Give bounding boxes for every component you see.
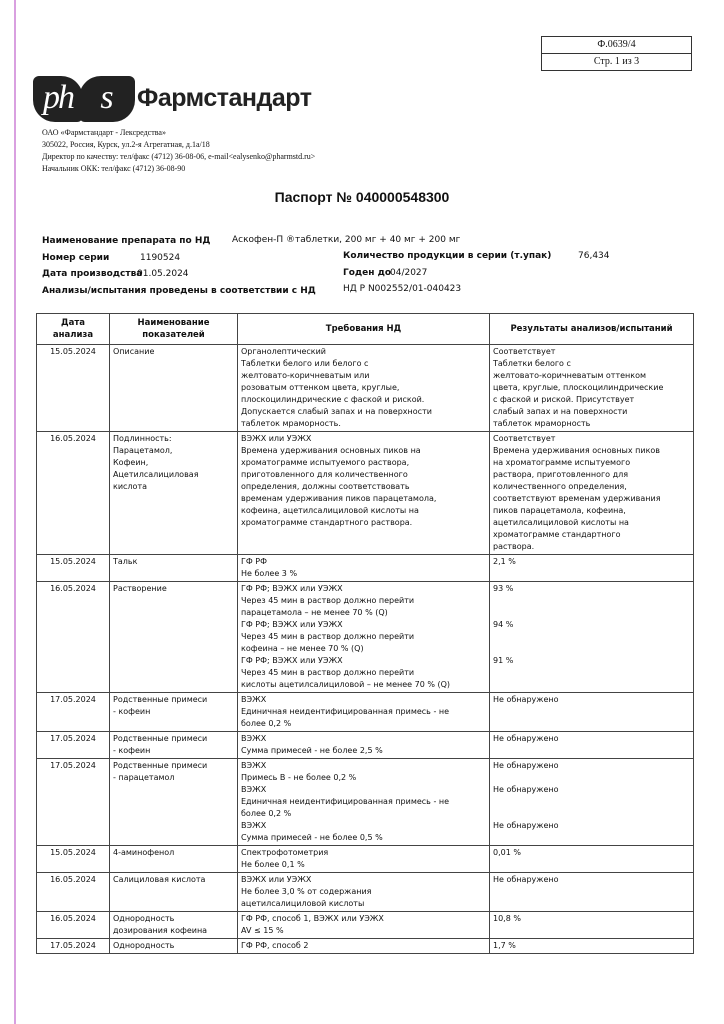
expiry-value: 04/2027 — [390, 268, 428, 278]
cell-indicator — [110, 912, 238, 939]
cell-requirement — [238, 759, 490, 846]
cell-indicator — [110, 873, 238, 912]
cell-indicator — [110, 732, 238, 759]
expiry-label: Годен до — [343, 268, 392, 278]
cell-requirement-line: кофеина – не менее 70 % (Q) — [241, 644, 364, 653]
cell-requirement-line: ВЭЖХ — [241, 695, 267, 704]
table-row — [37, 555, 694, 582]
cell-requirement-line: таблеток мраморность. — [241, 419, 341, 428]
cell-requirement-line: ВЭЖХ — [241, 821, 267, 830]
cell-requirement-line: приготовленного для количественного — [241, 470, 408, 479]
cell-date — [37, 759, 110, 846]
cell-result-line: 94 % — [493, 620, 514, 629]
table-row — [37, 912, 694, 939]
cell-date-text: 15.05.2024 — [50, 557, 96, 566]
cell-date-text: 17.05.2024 — [50, 695, 96, 704]
production-date-label: Дата производства — [42, 269, 143, 279]
analysis-table — [36, 313, 694, 954]
nd-value: НД Р N002552/01-040423 — [343, 284, 462, 294]
cell-requirement-line: желтовато-коричневатым или — [241, 371, 370, 380]
cell-requirement-line: Органолептический — [241, 347, 327, 356]
cell-requirement-line: кислоты ацетилсалициловой – не менее 70 % (Q) — [241, 680, 451, 689]
cell-result-line: Не обнаружено — [493, 761, 559, 770]
cell-requirement — [238, 912, 490, 939]
cell-result-line: 10,8 % — [493, 914, 521, 923]
cell-date — [37, 732, 110, 759]
cell-result-line: Времена удерживания основных пиков — [493, 446, 661, 455]
cell-requirement-line: временам удерживания пиков парацетамола, — [241, 494, 437, 503]
cell-requirement-line: розоватым оттенком цвета, круглые, — [241, 383, 400, 392]
table-row — [37, 693, 694, 732]
cell-result-line: соответствуют временам удерживания — [493, 494, 661, 503]
production-date-value: 01.05.2024 — [137, 269, 189, 279]
cell-result — [490, 345, 694, 432]
cell-indicator-line: Подлинность: — [113, 434, 172, 443]
cell-indicator-line: Родственные примеси — [113, 734, 208, 743]
logo-mark: ph — [33, 76, 83, 122]
cell-date — [37, 846, 110, 873]
cell-indicator — [110, 582, 238, 693]
cell-indicator-line: - кофеин — [113, 707, 151, 716]
product-name-label: Наименование препарата по НД — [42, 236, 211, 246]
cell-requirement — [238, 732, 490, 759]
cell-date-text: 17.05.2024 — [50, 734, 96, 743]
cell-result-line — [493, 631, 690, 643]
cell-indicator — [110, 693, 238, 732]
table-row — [37, 732, 694, 759]
cell-result-line: хроматограмме стандартного — [493, 530, 621, 539]
cell-requirement — [238, 939, 490, 954]
table-row — [37, 759, 694, 846]
cell-result — [490, 939, 694, 954]
cell-requirement-line: ВЭЖХ — [241, 785, 267, 794]
cell-requirement-line: Спектрофотометрия — [241, 848, 329, 857]
cell-result-line: пиков парацетамола, кофеина, — [493, 506, 626, 515]
cell-requirement-line: ВЭЖХ — [241, 734, 267, 743]
table-row — [37, 582, 694, 693]
product-name-value: Аскофен-П ®таблетки, 200 мг + 40 мг + 200 мг — [232, 235, 461, 245]
company-name: ОАО «Фармстандарт - Лексредства» — [42, 128, 166, 137]
cell-requirement — [238, 693, 490, 732]
form-code: Ф.0639/4 — [597, 39, 636, 50]
cell-requirement-line: хроматограмме стандартного раствора. — [241, 518, 413, 527]
cell-result — [490, 873, 694, 912]
series-value: 1190524 — [140, 253, 181, 263]
header-results: Результаты анализов/испытаний — [490, 314, 694, 345]
cell-result-line: Не обнаружено — [493, 875, 559, 884]
cell-result-line: на хроматограмме испытуемого — [493, 458, 631, 467]
cell-indicator-line: кислота — [113, 482, 147, 491]
cell-requirement-line: более 0,2 % — [241, 719, 292, 728]
cell-requirement-line: Таблетки белого или белого с — [241, 359, 369, 368]
cell-indicator-line: Описание — [113, 347, 155, 356]
logo-name: Фармстандарт — [137, 84, 312, 112]
cell-result-line: слабый запах и на поверхности — [493, 407, 628, 416]
cell-indicator-line: Кофеин, — [113, 458, 149, 467]
cell-requirement-line: ГФ РФ; ВЭЖХ или УЭЖХ — [241, 620, 343, 629]
cell-requirement-line: Сумма примесей - не более 0,5 % — [241, 833, 383, 842]
cell-requirement-line: Сумма примесей - не более 2,5 % — [241, 746, 383, 755]
company-address: 305022, Россия, Курск, ул.2-я Агрегатная, д.1а/18 — [42, 140, 210, 149]
cell-requirement-line: Не более 0,1 % — [241, 860, 305, 869]
cell-date — [37, 345, 110, 432]
cell-result-line — [493, 607, 690, 619]
cell-date — [37, 555, 110, 582]
cell-requirement-line: парацетамола – не менее 70 % (Q) — [241, 608, 388, 617]
cell-requirement-line: Через 45 мин в раствор должно перейти — [241, 668, 415, 677]
cell-result-line: количественного определения, — [493, 482, 627, 491]
quantity-value: 76,434 — [578, 251, 610, 261]
cell-indicator-line: Однородность — [113, 914, 175, 923]
cell-date-text: 17.05.2024 — [50, 761, 96, 770]
cell-result-line: раствора, приготовленного для — [493, 470, 629, 479]
cell-result-line: Соответствует — [493, 347, 556, 356]
cell-requirement-line: ГФ РФ — [241, 557, 268, 566]
cell-requirement-line: ГФ РФ; ВЭЖХ или УЭЖХ — [241, 656, 343, 665]
cell-indicator-line: Однородность — [113, 941, 175, 950]
quantity-label: Количество продукции в серии (т.упак) — [343, 251, 552, 261]
company-details — [42, 127, 315, 175]
table-row — [37, 432, 694, 555]
page-edge-line — [14, 0, 16, 1024]
cell-date — [37, 939, 110, 954]
cell-requirement — [238, 873, 490, 912]
cell-date-text: 17.05.2024 — [50, 941, 96, 950]
cell-requirement-line: ГФ РФ; ВЭЖХ или УЭЖХ — [241, 584, 343, 593]
cell-date — [37, 582, 110, 693]
cell-requirement-line: ГФ РФ, способ 2 — [241, 941, 309, 950]
cell-requirement — [238, 582, 490, 693]
cell-indicator-line: Родственные примеси — [113, 761, 208, 770]
page-number: Стр. 1 из 3 — [542, 53, 691, 70]
cell-requirement-line: Не более 3,0 % от содержания — [241, 887, 372, 896]
cell-requirement-line: Времена удерживания основных пиков на — [241, 446, 421, 455]
cell-indicator-line: Тальк — [113, 557, 138, 566]
cell-result — [490, 912, 694, 939]
cell-indicator — [110, 555, 238, 582]
cell-result-line: таблеток мраморность — [493, 419, 591, 428]
cell-requirement-line: ВЭЖХ или УЭЖХ — [241, 875, 312, 884]
cell-result — [490, 555, 694, 582]
table-row — [37, 873, 694, 912]
cell-requirement-line: Единичная неидентифицированная примесь - не — [241, 797, 450, 806]
cell-result-line: ацетилсалициловой кислоты на — [493, 518, 629, 527]
cell-requirement-line: AV ≤ 15 % — [241, 926, 284, 935]
cell-result-line: Не обнаружено — [493, 821, 559, 830]
logo-mark-s: s — [79, 76, 135, 122]
cell-requirement — [238, 846, 490, 873]
cell-result — [490, 759, 694, 846]
cell-result — [490, 582, 694, 693]
cell-requirement — [238, 345, 490, 432]
cell-requirement-line: Допускается слабый запах и на поверхности — [241, 407, 432, 416]
cell-requirement-line: ГФ РФ, способ 1, ВЭЖХ или УЭЖХ — [241, 914, 384, 923]
cell-requirement-line: ацетилсалициловой кислоты — [241, 899, 365, 908]
header-indicator: Наименование показателей — [110, 314, 238, 345]
table-header-row — [37, 314, 694, 345]
cell-indicator-line: Ацетилсалициловая — [113, 470, 199, 479]
cell-result-line: 2,1 % — [493, 557, 516, 566]
cell-date — [37, 693, 110, 732]
cell-requirement-line: Единичная неидентифицированная примесь - не — [241, 707, 450, 716]
cell-indicator-line: - парацетамол — [113, 773, 175, 782]
cell-result-line — [493, 808, 690, 820]
cell-result-line: 93 % — [493, 584, 514, 593]
cell-result-line — [493, 772, 690, 784]
cell-result-line — [493, 796, 690, 808]
okk-head-contact: Начальник ОКК: тел/факс (4712) 36-08-90 — [42, 164, 186, 173]
cell-date — [37, 912, 110, 939]
cell-requirement — [238, 555, 490, 582]
cell-indicator-line: дозирования кофеина — [113, 926, 208, 935]
cell-requirement-line: ВЭЖХ — [241, 761, 267, 770]
cell-result-line: 91 % — [493, 656, 514, 665]
cell-date-text: 16.05.2024 — [50, 914, 96, 923]
form-number-box — [541, 36, 692, 71]
cell-requirement — [238, 432, 490, 555]
nd-label: Анализы/испытания проведены в соответствии с НД — [42, 286, 316, 296]
cell-indicator-line: - кофеин — [113, 746, 151, 755]
cell-date — [37, 873, 110, 912]
cell-indicator-line: Парацетамол, — [113, 446, 173, 455]
cell-result — [490, 693, 694, 732]
cell-result — [490, 432, 694, 555]
cell-date-text: 15.05.2024 — [50, 848, 96, 857]
cell-requirement-line: кофеина, ацетилсалициловой кислоты на — [241, 506, 419, 515]
cell-indicator — [110, 939, 238, 954]
cell-result-line: Не обнаружено — [493, 785, 559, 794]
cell-requirement-line: Примесь В - не более 0,2 % — [241, 773, 357, 782]
cell-result-line: с фаской и риской. Присутствует — [493, 395, 635, 404]
cell-result-line: 0,01 % — [493, 848, 521, 857]
cell-indicator-line: Родственные примеси — [113, 695, 208, 704]
cell-result-line — [493, 595, 690, 607]
cell-result-line — [493, 643, 690, 655]
cell-indicator-line: Растворение — [113, 584, 167, 593]
cell-requirement-line: определения, должны соответствовать — [241, 482, 410, 491]
cell-indicator — [110, 759, 238, 846]
cell-date-text: 15.05.2024 — [50, 347, 96, 356]
header-requirements: Требования НД — [238, 314, 490, 345]
table-row — [37, 846, 694, 873]
cell-result-line: Таблетки белого с — [493, 359, 571, 368]
cell-date — [37, 432, 110, 555]
cell-date-text: 16.05.2024 — [50, 434, 96, 443]
quality-director-contact: Директор по качеству: тел/факс (4712) 36-08-06, e-mail<ealysenko@pharmstd.ru> — [42, 152, 316, 161]
cell-indicator-line: Салициловая кислота — [113, 875, 206, 884]
passport-title: Паспорт № 040000548300 — [274, 189, 450, 205]
cell-requirement-line: ВЭЖХ или УЭЖХ — [241, 434, 312, 443]
cell-indicator — [110, 345, 238, 432]
header-date: Дата анализа — [37, 314, 110, 345]
cell-date-text: 16.05.2024 — [50, 875, 96, 884]
cell-requirement-line: хроматограмме испытуемого раствора, — [241, 458, 410, 467]
cell-indicator — [110, 432, 238, 555]
cell-result-line: раствора. — [493, 542, 535, 551]
cell-requirement-line: Через 45 мин в раствор должно перейти — [241, 596, 415, 605]
cell-indicator-line: 4-аминофенол — [113, 848, 175, 857]
cell-result-line: Соответствует — [493, 434, 556, 443]
cell-result — [490, 732, 694, 759]
cell-result-line: 1,7 % — [493, 941, 516, 950]
cell-result — [490, 846, 694, 873]
cell-result-line: желтовато-коричневатым оттенком — [493, 371, 647, 380]
series-label: Номер серии — [42, 253, 110, 263]
cell-requirement-line: более 0,2 % — [241, 809, 292, 818]
cell-result-line: Не обнаружено — [493, 734, 559, 743]
table-row — [37, 939, 694, 954]
cell-indicator — [110, 846, 238, 873]
cell-requirement-line: Не более 3 % — [241, 569, 298, 578]
cell-date-text: 16.05.2024 — [50, 584, 96, 593]
cell-result-line: цвета, круглые, плоскоцилиндрические — [493, 383, 664, 392]
cell-result-line: Не обнаружено — [493, 695, 559, 704]
cell-requirement-line: Через 45 мин в раствор должно перейти — [241, 632, 415, 641]
cell-requirement-line: плоскоцилиндрические с фаской и риской. — [241, 395, 425, 404]
table-row — [37, 345, 694, 432]
